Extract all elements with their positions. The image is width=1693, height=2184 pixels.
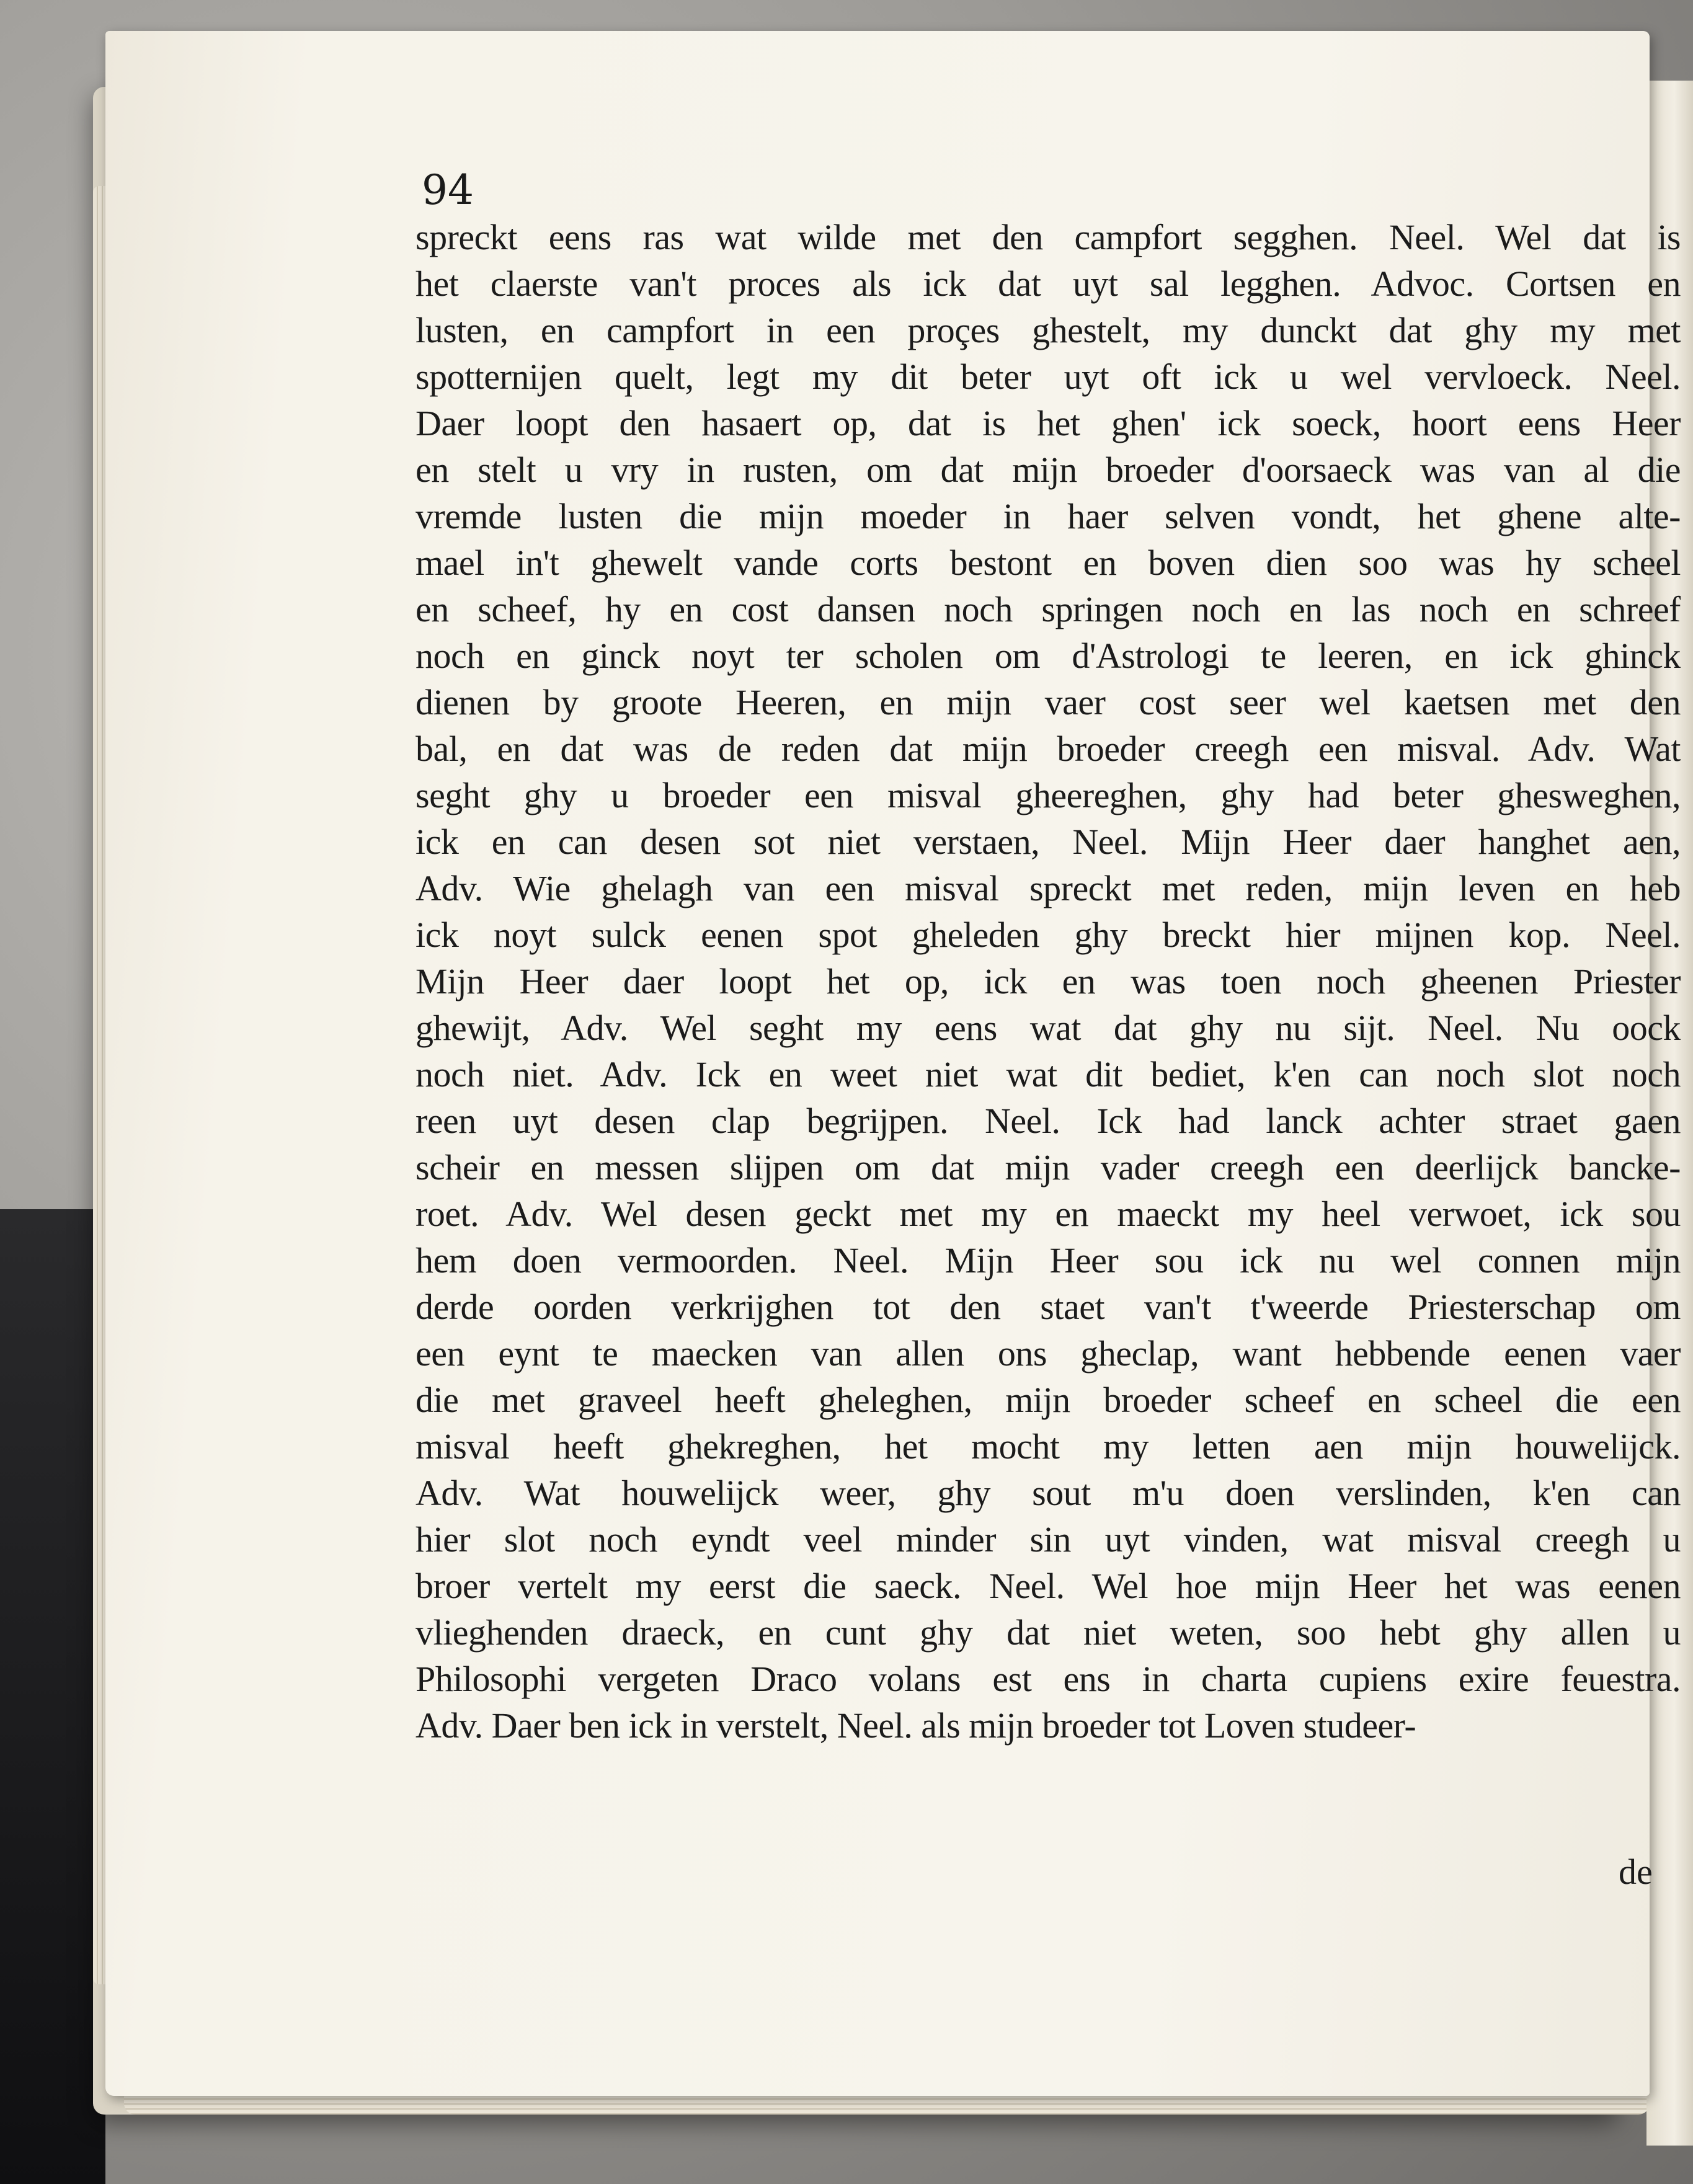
text-line: seght ghy u broeder een misval gheereghen, ghy had beter ghesweghen,: [415, 775, 1681, 815]
text-line: derde oorden verkrijghen tot den staet van't t'weerde Priesterschap om: [415, 1287, 1681, 1327]
catchword: de: [1619, 1852, 1653, 1892]
text-line: reen uyt desen clap begrijpen. Neel. Ick had lanck achter straet gaen: [415, 1101, 1681, 1141]
page-number: 94: [422, 166, 474, 214]
text-line: noch niet. Adv. Ick en weet niet wat dit bediet, k'en can noch slot noch: [415, 1054, 1681, 1094]
text-line: Adv. Daer ben ick in verstelt, Neel. als mijn broeder tot Loven studeer-: [415, 1705, 1416, 1746]
text-line: misval heeft ghekreghen, het mocht my letten aen mijn houwelijck.: [415, 1426, 1681, 1467]
text-line: roet. Adv. Wel desen geckt met my en maeckt my heel verwoet, ick sou: [415, 1194, 1681, 1234]
text-line: spreckt eens ras wat wilde met den campfort segghen. Neel. Wel dat is: [415, 217, 1681, 257]
text-line: een eynt te maecken van allen ons gheclap, want hebbende eenen vaer: [415, 1333, 1681, 1374]
text-line: noch en ginck noyt ter scholen om d'Astrologi te leeren, en ick ghinck: [415, 636, 1681, 676]
background-cloth: [0, 1209, 105, 2184]
text-line: bal, en dat was de reden dat mijn broeder creegh een misval. Adv. Wat: [415, 729, 1681, 769]
text-line: ick en can desen sot niet verstaen, Neel. Mijn Heer daer hanghet aen,: [415, 822, 1681, 862]
text-line: Philosophi vergeten Draco volans est ens in charta cupiens exire feuestra.: [415, 1659, 1681, 1699]
text-line: het claerste van't proces als ick dat uyt sal legghen. Advoc. Cortsen en: [415, 264, 1681, 304]
text-line: ick noyt sulck eenen spot gheleden ghy breckt hier mijnen kop. Neel.: [415, 915, 1681, 955]
text-line: broer vertelt my eerst die saeck. Neel. Wel hoe mijn Heer het was eenen: [415, 1566, 1681, 1606]
text-line: Mijn Heer daer loopt het op, ick en was toen noch gheenen Priester: [415, 961, 1681, 1001]
text-line: hem doen vermoorden. Neel. Mijn Heer sou ick nu wel connen mijn: [415, 1240, 1681, 1281]
text-line: Daer loopt den hasaert op, dat is het ghen' ick soeck, hoort eens Heer: [415, 403, 1681, 443]
text-line: Adv. Wie ghelagh van een misval spreckt met reden, mijn leven en heb: [415, 868, 1681, 908]
text-line: vlieghenden draeck, en cunt ghy dat niet weten, soo hebt ghy allen u: [415, 1612, 1681, 1653]
text-line: vremde lusten die mijn moeder in haer selven vondt, het ghene alte-: [415, 496, 1681, 536]
text-line: lusten, en campfort in een proçes ghestelt, my dunckt dat ghy my met: [415, 310, 1681, 350]
text-line: hier slot noch eyndt veel minder sin uyt vinden, wat misval creegh u: [415, 1519, 1681, 1560]
text-line: mael in't ghewelt vande corts bestont en boven dien soo was hy scheel: [415, 543, 1681, 583]
text-line: en stelt u vry in rusten, om dat mijn broeder d'oorsaeck was van al die: [415, 450, 1681, 490]
book-page: [105, 31, 1681, 2096]
text-line: spotternijen quelt, legt my dit beter uyt oft ick u wel vervloeck. Neel.: [415, 357, 1681, 397]
text-line: en scheef, hy en cost dansen noch springen noch en las noch en schreef: [415, 589, 1681, 629]
text-line: die met graveel heeft gheleghen, mijn broeder scheef en scheel die een: [415, 1380, 1681, 1420]
text-line: dienen by groote Heeren, en mijn vaer cost seer wel kaetsen met den: [415, 682, 1681, 722]
text-line: scheir en messen slijpen om dat mijn vader creegh een deerlijck bancke-: [415, 1147, 1681, 1187]
text-line: ghewijt, Adv. Wel seght my eens wat dat ghy nu sijt. Neel. Nu oock: [415, 1008, 1681, 1048]
text-line: Adv. Wat houwelijck weer, ghy sout m'u doen verslinden, k'en can: [415, 1473, 1681, 1513]
text-body: [415, 214, 1681, 1749]
